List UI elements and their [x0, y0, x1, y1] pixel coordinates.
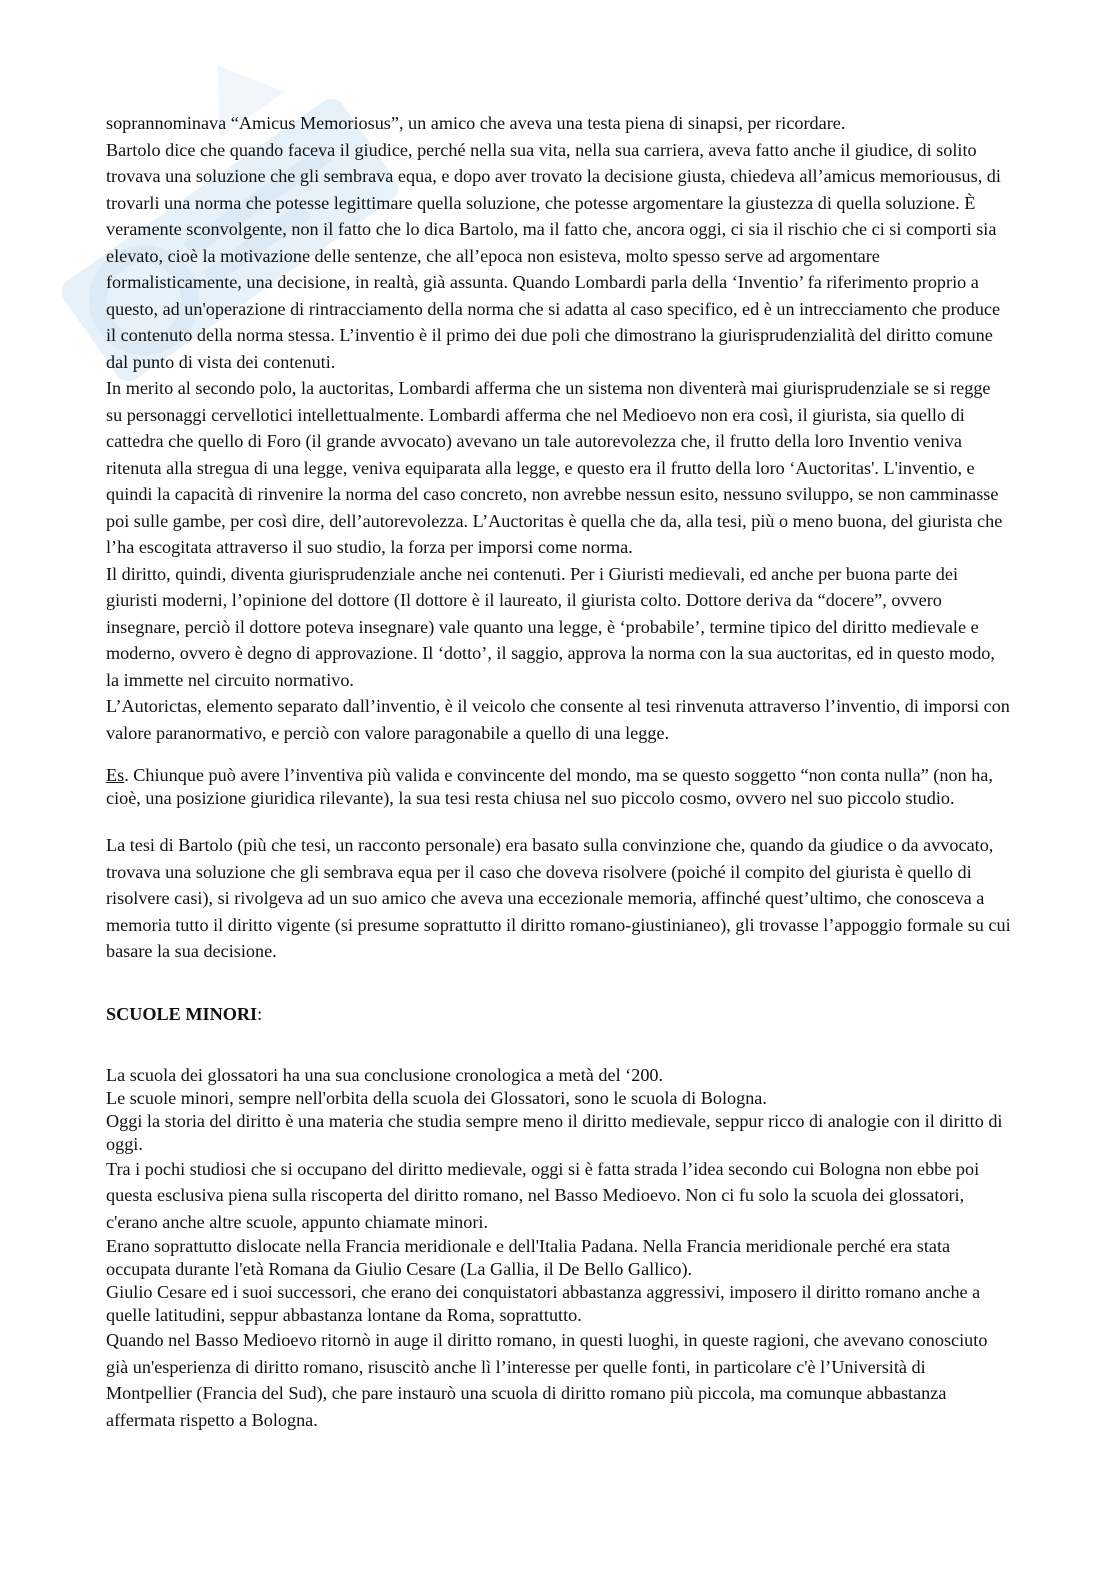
paragraph-studiosi-bologna: Tra i pochi studiosi che si occupano del diritto medievale, oggi si è fatta strada l’idea secondo cui Bologna non ebbe poi questa esclusiva piena sulla riscoperta del diritto romano, nel Basso Medioevo. Non ci fu solo la scuola dei glossatori, c'erano anche altre scuole, appunto chiamate minori. [106, 1158, 980, 1232]
paragraph-autorictas: L’Autorictas, elemento separato dall’inventio, è il veicolo che consente al tesi rinvenuta attraverso l’inventio, di imporsi con valore paranormativo, e perciò con valore paragonabile a quello di una legge. [106, 696, 1010, 743]
section-heading [106, 1003, 1011, 1026]
paragraph-glossatori-conclusione: La scuola dei glossatori ha una sua conclusione cronologica a metà del ‘200. [106, 1064, 664, 1085]
example-text: . Chiunque può avere l’inventiva più valida e convincente del mondo, ma se questo soggetto “non conta nulla” (non ha, cioè, una posizione giuridica rilevante), la sua tesi resta chiusa nel suo piccolo cosmo, ovvero nel suo piccolo studio. [106, 765, 993, 808]
paragraph-example [106, 764, 1011, 810]
paragraph-amicus-memoriosus: soprannominava “Amicus Memoriosus”, un amico che aveva una testa piena di sinapsi, per ricordare. Bartolo dice che quando faceva il giudice, perché nella sua vita, nella sua carriera, aveva fatto anche il giudice, di solito trovava una soluzione che gli sembrava equa, e dopo aver trovato la decisione giusta, chiedeva all’amicus memoriousus, di trovarli una norma che potesse legittimare quella soluzione, che potesse argomentare la giustezza di quella soluzione. È veramente sconvolgente, non il fatto che lo dica Bartolo, ma il fatto che, ancora oggi, ci sia il rischio che ci si comporti sia elevato, cioè la motivazione delle sentenze, che all’epoca non esisteva, molto spesso serve ad argomentare formalisticamente, una decisione, in realtà, già assunta. Quando Lombardi parla della ‘Inventio’ fa riferimento proprio a questo, ad un'operazione di rintracciamento della norma che si adatta al caso specifico, ed è un intrecciamento che produce il contenuto della norma stessa. L’inventio è il primo dei due poli che dimostrano la giurisprudenzialità del diritto comune dal punto di vista dei contenuti. [106, 113, 1001, 372]
paragraph-francia-meridionale: Erano soprattutto dislocate nella Francia meridionale e dell'Italia Padana. Nella Francia meridionale perché era stata occupata durante l'età Romana da Giulio Cesare (La Gallia, il De Bello Gallico). [106, 1236, 951, 1279]
paragraph-tesi-bartolo: La tesi di Bartolo (più che tesi, un racconto personale) era basato sulla convinzione che, quando da giudice o da avvocato, trovava una soluzione che gli sembrava equa per il caso che doveva risolvere (poiché il compito del giurista è quello di risolvere casi), si rivolgeva ad un suo amico che aveva una eccezionale memoria, affinché quest’ultimo, che conosceva a memoria tutto il diritto vigente (si presume soprattutto il diritto romano-giustinianeo), gli trovasse l’appoggio formale su cui basare la sua decisione. [106, 835, 1011, 961]
paragraph-diritto-giurisprudenziale: Il diritto, quindi, diventa giurisprudenziale anche nei contenuti. Per i Giuristi medievali, ed anche per buona parte dei giuristi moderni, l’opinione del dottore (Il dottore è il laureato, il giurista colto. Dottore deriva da “docere”, ovvero insegnare, perciò il dottore poteva insegnare) vale quanto una legge, è ‘probabile’, termine tipico del diritto medievale e moderno, ovvero è degno di approvazione. Il ‘dotto’, il saggio, approva la norma con la sua auctoritas, ed in questo modo, la immette nel circuito normativo. [106, 563, 995, 690]
paragraph-montpellier: Quando nel Basso Medioevo ritornò in auge il diritto romano, in questi luoghi, in queste ragioni, che avevano conosciuto già un'esperienza di diritto romano, risuscitò anche lì l’interesse per quelle fonti, in particolare c'è l’Università di Montpellier (Francia del Sud), che pare instaurò una scuola di diritto romano più piccola, ma comunque abbastanza affermata rispetto a Bologna. [106, 1330, 988, 1430]
example-label: Es [106, 765, 125, 785]
paragraph-giulio-cesare: Giulio Cesare ed i suoi successori, che erano dei conquistatori abbastanza aggressivi, imposero il diritto romano anche a quelle latitudini, seppur abbastanza lontane da Roma, soprattutto. [106, 1282, 981, 1325]
paragraph-auctoritas: In merito al secondo polo, la auctoritas, Lombardi afferma che un sistema non diventerà mai giurisprudenziale se si regge su personaggi cervellotici intellettualmente. Lombardi afferma che nel Medioevo non era così, il giurista, sia quello di cattedra che quello di Foro (il grande avvocato) avevano un tale autorevolezza che, il frutto della loro Inventio veniva ritenuta alla stregua di una legge, veniva equiparata alla legge, e questo era il frutto della loro ‘Auctoritas'. L'inventio, e quindi la capacità di rinvenire la norma del caso concreto, non avrebbe nessun esito, nessuno sviluppo, se non camminasse poi sulle gambe, per così dire, dell’autorevolezza. L’Auctoritas è quella che da, alla tesi, più o meno buona, del giurista che l’ha escogitata attraverso il suo studio, la forza per imporsi come norma. [106, 378, 1003, 557]
paragraph-storia-diritto: Oggi la storia del diritto è una materia che studia sempre meno il diritto medievale, seppur ricco di analogie con il diritto di oggi. [106, 1110, 1003, 1154]
paragraph-scuole-minori: Le scuole minori, sempre nell'orbita della scuola dei Glossatori, sono le scuola di Bologna. [106, 1087, 767, 1108]
section-heading-colon: : [257, 1003, 263, 1024]
section-heading-text: SCUOLE MINORI [106, 1003, 258, 1024]
document-page [106, 110, 1011, 1433]
